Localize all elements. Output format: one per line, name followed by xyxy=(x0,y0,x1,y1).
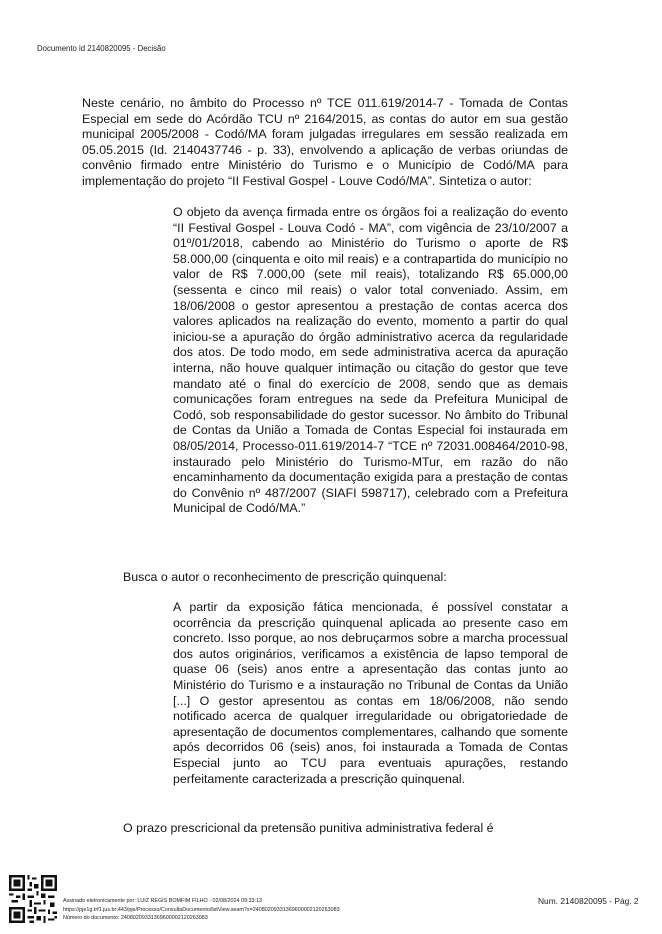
document-id: Documento id 2140820095 - Decisão xyxy=(37,44,166,53)
busca-paragraph: Busca o autor o reconhecimento de prescrição quinquenal: xyxy=(123,570,447,584)
block-quote-1: O objeto da avença firmada entre os órgãos foi a realização do evento “II Festival Gospel - Louva Codó - MA”, com vigência de 23/10/2007 a 01º/01/2018, cabendo ao Ministério do Turismo o aporte de R$ 58.000,00 (cinquenta e oito mil reais) e a contrapartida do município no valor de R$ 7.000,00 (sete mil reais), totalizando R$ 65.000,00 (sessenta e cinco mil reais) o valor total conveniado. Assim, em 18/06/2008 o gestor apresentou a prestação de contas acerca dos valores aplicados na realização do evento, momento a partir do qual iniciou-se a apuração do órgão administrativo acerca da regularidade dos atos. De todo modo, em sede administrativa acerca da apuração interna, não houve qualquer intimação ou citação do gestor que teve mandato até o final do exercício de 2008, sendo que as demais comunicações foram entregues na sede da Prefeitura Municipal de Codó, sob responsabilidade do gestor sucessor. No âmbito do Tribunal de Contas da União a Tomada de Contas Especial foi instaurada em 08/05/2014, Processo-011.619/2014-7 “TCE nº 72031.008464/2010-98, instaurado pelo Ministério do Turismo-MTur, em razão do não encaminhamento da documentação exigida para a prestação de contas do Convênio nº 487/2007 (SIAFI 598717), celebrado com a Prefeitura Municipal de Codó/MA.” xyxy=(173,205,568,516)
final-paragraph: O prazo prescricional da pretensão punitiva administrativa federal é xyxy=(123,821,494,835)
signed-by: Assinado eletronicamente por: LUIZ REGIS BOMFIM FILHO - 02/08/2024 09:33:13 xyxy=(63,898,262,904)
qr-code-icon xyxy=(9,875,57,923)
signature-info xyxy=(63,897,340,923)
page-footer xyxy=(0,868,662,934)
document-number: Número do documento: 24080209331369600002120263083 xyxy=(63,915,208,922)
document-url[interactable]: https://pje1g.trf1.jus.br:443/pje/Processo/ConsultaDocumento/listView.seam?x=24080209331369600002120263083 xyxy=(63,906,340,913)
intro-paragraph: Neste cenário, no âmbito do Processo nº TCE 011.619/2014-7 - Tomada de Contas Especial em sede do Acórdão TCU nº 2164/2015, as contas do autor em sua gestão municipal 2005/2008 - Codó/MA foram julgadas irregulares em sessão realizada em 05.05.2015 (Id. 2140437746 - p. 33), envolvendo a aplicação de verbas oriundas de convênio firmado entre Ministério do Turismo e o Município de Codó/MA para implementação do projeto “II Festival Gospel - Louve Codó/MA”. Sintetiza o autor: xyxy=(82,96,568,188)
block-quote-2: A partir da exposição fática mencionada, é possível constatar a ocorrência da prescrição quinquenal aplicada ao presente caso em concreto. Isso porque, ao nos debruçarmos sobre a marcha processual dos autos originários, verificamos a existência de lapso temporal de quase 06 (seis) anos entre a apresentação das contas junto ao Ministério do Turismo e a instauração no Tribunal de Contas da União [...] O gestor apresentou as contas em 18/06/2008, não sendo notificado acerca de qualquer irregularidade ou obrigatoriedade de apresentação de documentos complementares, calhando que somente após decorridos 06 (seis) anos, foi instaurada a Tomada de Contas Especial junto ao TCU para eventuais apurações, restando perfeitamente caracterizada a prescrição quinquenal. xyxy=(173,600,568,786)
page-reference: Num. 2140820095 - Pág. 2 xyxy=(538,896,639,906)
